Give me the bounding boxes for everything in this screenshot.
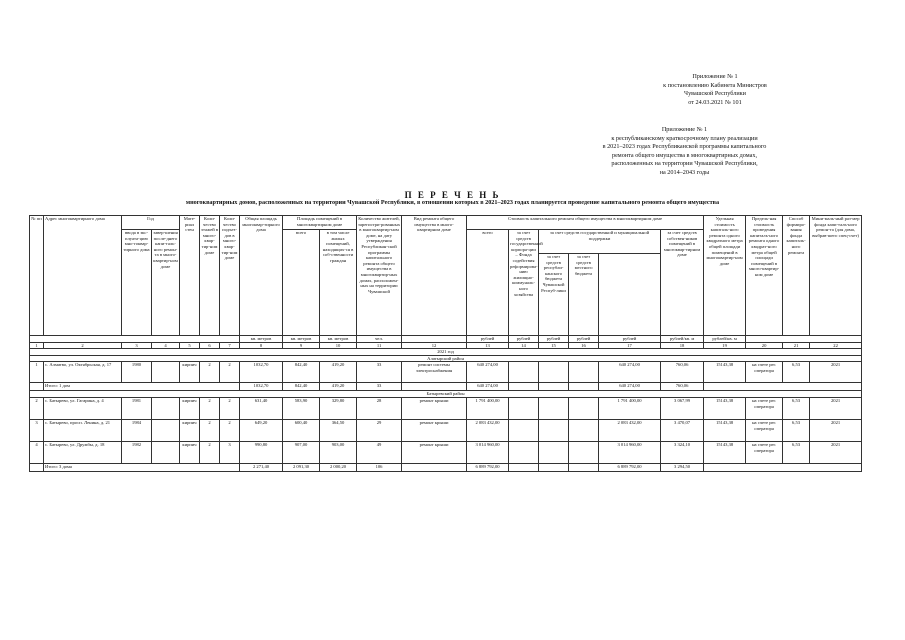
table-header (30, 216, 862, 349)
header-unit-cost: Удельная стоимость капиталь-ного ремонта одного квадратного метра общей площади помещений в многоквартир-ном доме (704, 216, 746, 336)
total-area: 1032,70 (240, 383, 283, 391)
row-unit-cost: 3 324,10 (661, 441, 704, 463)
appendix-2-line: ремонта общего имущества в многоквартирных домах, (611, 151, 758, 159)
header-min-contribution: Мини-маль-ный раз-мер фонда капи-таль-ного ремон-та (для дома, выбрав-шего спец-счет) (810, 216, 862, 336)
row-floors: 2 (200, 362, 220, 383)
row-total-area: 631,40 (240, 397, 283, 419)
appendix-2-line: расположенных на территории Чувашской Республики, (611, 160, 758, 168)
total-label: Итого: 3 дома (44, 463, 240, 471)
unit-cell: кв. метров (240, 336, 283, 343)
col-number: 6 (200, 342, 220, 349)
total-blank (539, 463, 569, 471)
row-num: 2 (30, 397, 44, 419)
col-number: 14 (509, 342, 539, 349)
table-row (30, 419, 862, 441)
col-number: 19 (704, 342, 746, 349)
row-cost-republic (539, 362, 569, 383)
register-table (29, 215, 862, 472)
header-cost-fund: за счет средств государственной корпора-ции – Фонда содействия реформирова-нию жилищно-коммуналь-ного хозяйства (509, 230, 539, 336)
unit-cell: кв. метров (283, 336, 320, 343)
header-year-built: ввода в экс-плуата-цию мно-гоквар-тирного дома (122, 230, 152, 336)
col-number: 15 (539, 342, 569, 349)
row-material: кирпич (180, 362, 200, 383)
row-floors: 2 (200, 419, 220, 441)
row-floors: 2 (200, 441, 220, 463)
document-subtitle: многоквартирных домов, расположенных на территории Чувашской Республики, в отношении которых в 2021–2023 годах планируется проведение капитального ремонта общего имущества (185, 199, 720, 206)
col-number: 7 (220, 342, 240, 349)
row-cost-owners: 1 791 400,00 (599, 397, 661, 419)
unit-cell: кв. метров (320, 336, 357, 343)
total-blank (509, 463, 539, 471)
total-row (30, 463, 862, 471)
total-num (30, 463, 44, 471)
row-cost-republic (539, 397, 569, 419)
row-unit-cost: 3 067,99 (661, 397, 704, 419)
row-cost-republic (539, 441, 569, 463)
unit-cell: рублей (569, 336, 599, 343)
unit-cell: рублей (467, 336, 509, 343)
total-blank (509, 383, 539, 391)
total-label: Итого: 1 дом (44, 383, 240, 391)
table-row (30, 397, 862, 419)
row-residents: 33 (357, 362, 402, 383)
row-entrances: 2 (220, 419, 240, 441)
total-premises: 2 091,30 (283, 463, 320, 471)
row-entrances: 2 (220, 397, 240, 419)
row-material: кирпич (180, 397, 200, 419)
row-year-repair (152, 397, 180, 419)
row-cost-owners: 2 083 432,00 (599, 419, 661, 441)
appendix-2-header (552, 126, 817, 178)
total-cost: 6 889 792,00 (467, 463, 509, 471)
year-section: 2021 год (30, 349, 862, 356)
units-blank (746, 336, 862, 343)
row-max-cost: 15143,38 (704, 362, 746, 383)
col-number: 5 (180, 342, 200, 349)
unit-cell: рублей (539, 336, 569, 343)
header-num: № пп (30, 216, 44, 336)
row-year-repair (152, 419, 180, 441)
row-residents: 28 (357, 397, 402, 419)
row-material: кирпич (180, 441, 200, 463)
col-number: 22 (810, 342, 862, 349)
col-number: 16 (569, 342, 599, 349)
appendix-2-line: на 2014–2043 годы (659, 168, 710, 176)
row-cost-local (569, 397, 599, 419)
total-owned: 419,20 (320, 383, 357, 391)
col-number: 11 (357, 342, 402, 349)
header-premises-total: всего (283, 230, 320, 336)
row-max-cost: 15143,38 (704, 397, 746, 419)
appendix-2-line: Приложение № 1 (661, 126, 708, 133)
total-residents: 106 (357, 463, 402, 471)
row-premises-total: 907,00 (283, 441, 320, 463)
row-fund: на счете рег. оператора (746, 397, 783, 419)
row-min: 6,53 (783, 362, 810, 383)
row-unit-cost: 760,06 (661, 362, 704, 383)
total-blank (704, 383, 862, 391)
row-num: 3 (30, 419, 44, 441)
row-premises-owned: 903,00 (320, 441, 357, 463)
row-cost-owners: 3 014 960,00 (599, 441, 661, 463)
row-max-cost: 15143,38 (704, 419, 746, 441)
header-cost-owners: за счет средств собствен-ников помещений в многоквар-тирном доме (661, 230, 704, 336)
col-number: 13 (467, 342, 509, 349)
col-number: 12 (402, 342, 467, 349)
header-total-area: Общая площадь многоквар-тирного дома (240, 216, 283, 336)
total-blank (704, 463, 862, 471)
col-number: 17 (599, 342, 661, 349)
row-total-area: 1032,70 (240, 362, 283, 383)
appendix-2-line: к республиканскому краткосрочному плану реализации (611, 134, 758, 142)
header-cost-local: за счет средств местного бюджета (569, 254, 599, 336)
total-blank (402, 463, 467, 471)
table-row (30, 441, 862, 463)
table-row (30, 362, 862, 383)
row-cost-total: 1 791 400,00 (467, 397, 509, 419)
appendix-2-line: в 2021–2023 годах Республиканской программы капитального (602, 143, 767, 151)
row-cost-fund (509, 397, 539, 419)
row-repair: ремонт крыши (402, 419, 467, 441)
row-premises-owned: 329,80 (320, 397, 357, 419)
row-fund: на счете рег. оператора (746, 419, 783, 441)
col-number: 4 (152, 342, 180, 349)
row-year: 2021 (810, 397, 862, 419)
row-repair: ремонт крыши (402, 441, 467, 463)
row-max-cost: 15143,38 (704, 441, 746, 463)
row-cost-total: 2 083 432,00 (467, 419, 509, 441)
header-cost: Стоимость капитального ремонта общего имущества в многоквартирном доме (467, 216, 704, 230)
row-cost-republic (539, 419, 569, 441)
row-min: 6,53 (783, 441, 810, 463)
row-premises-owned: 419,20 (320, 362, 357, 383)
appendix-1-line: от 24.03.2021 № 101 (688, 98, 742, 106)
row-year-built: 1980 (122, 362, 152, 383)
header-year-repair: завер-шения после-днего капи-таль-ного ремон-та в много-квартир-ном доме (152, 230, 180, 336)
row-year: 2021 (810, 441, 862, 463)
total-area: 2 271,40 (240, 463, 283, 471)
header-cost-owners-sub (599, 254, 661, 336)
col-number: 1 (30, 342, 44, 349)
row-year-built: 1981 (122, 397, 152, 419)
header-cost-total: всего (467, 230, 509, 336)
col-number: 20 (746, 342, 783, 349)
district-name: Батыревский район (30, 391, 862, 398)
row-total-area: 990,80 (240, 441, 283, 463)
appendix-1-line: Чувашской Республики (684, 90, 746, 98)
total-num (30, 383, 44, 391)
row-cost-local (569, 419, 599, 441)
total-owners: 640 274,00 (599, 383, 661, 391)
total-owners: 6 889 792,00 (599, 463, 661, 471)
col-number: 9 (283, 342, 320, 349)
row-repair: ремонт системы электроснабжения (402, 362, 467, 383)
total-blank (569, 463, 599, 471)
row-min: 6,53 (783, 397, 810, 419)
unit-cell: рублей/кв. м (661, 336, 704, 343)
total-row (30, 383, 862, 391)
total-premises: 842,40 (283, 383, 320, 391)
row-total-area: 649,20 (240, 419, 283, 441)
row-premises-total: 600,40 (283, 419, 320, 441)
row-min: 6,53 (783, 419, 810, 441)
header-year: Год (122, 216, 180, 230)
row-address: с. Батырево, просп. Ленина, д. 21 (44, 419, 122, 441)
units-blank (30, 336, 240, 343)
total-cost: 640 274,00 (467, 383, 509, 391)
row-fund: на счете рег. оператора (746, 441, 783, 463)
col-number: 3 (122, 342, 152, 349)
row-premises-total: 842,40 (283, 362, 320, 383)
col-number: 18 (661, 342, 704, 349)
header-fund-method: Способ формиро-вания фонда капиталь-ного ремонта (783, 216, 810, 336)
header-cost-republic: за счет средств республи-канского бюджета Чувашской Респуб-лики (539, 254, 569, 336)
row-year-repair (152, 441, 180, 463)
unit-cell: рублей (599, 336, 661, 343)
row-year-built: 1982 (122, 441, 152, 463)
row-premises-total: 583,90 (283, 397, 320, 419)
col-number: 10 (320, 342, 357, 349)
row-cost-owners: 640 274,00 (599, 362, 661, 383)
unit-cell (402, 336, 467, 343)
row-unit-cost: 3 470,07 (661, 419, 704, 441)
unit-cell: рублей/кв. м (704, 336, 746, 343)
col-number: 21 (783, 342, 810, 349)
row-cost-total: 640 274,00 (467, 362, 509, 383)
header-premises-owned: в том числе жилых помещений, находящих-ся в соб-ственности граждан (320, 230, 357, 336)
total-blank (539, 383, 569, 391)
appendix-1-line: Приложение № 1 (692, 73, 738, 80)
appendix-1-header (625, 73, 805, 107)
total-unit-cost: 3 294,50 (661, 463, 704, 471)
row-year-built: 1984 (122, 419, 152, 441)
row-address: с. Батырево, ул. Дружбы, д. 18 (44, 441, 122, 463)
row-year-repair (152, 362, 180, 383)
header-max-cost: Предель-ная стоимость проведения капиталь-ного ремонта одного квадрат-ного метра общей площади помещений в много-квартир-ном доме (746, 216, 783, 336)
district-name: Алатырский район (30, 355, 862, 362)
col-number: 2 (44, 342, 122, 349)
row-num: 1 (30, 362, 44, 383)
row-year: 2021 (810, 419, 862, 441)
header-cost-state: за счет средств государственной и муниципальной поддержки (539, 230, 661, 254)
header-entrances: Коли-чество подъез-дов в много-квар-тир-ном доме (220, 216, 240, 336)
document-title: П Е Р Е Ч Е Н Ь (404, 190, 501, 200)
total-owned: 2 000,20 (320, 463, 357, 471)
header-floors: Коли-чество этажей в много-квар-тир-ном доме (200, 216, 220, 336)
header-residents: Количество жителей, зарегистри-рованных в многоквартир-ном доме, на дату утверждения Республикан-ской программы капитального ремонта общего имущества в многоквартир-ных домах, расположен-ных на территории Чувашской (357, 216, 402, 336)
total-residents: 33 (357, 383, 402, 391)
header-wall-material: Мате-риал стен (180, 216, 200, 336)
row-cost-fund (509, 441, 539, 463)
unit-cell: чел. (357, 336, 402, 343)
row-cost-fund (509, 362, 539, 383)
row-address: с. Батырево, ул. Гагарина, д. 4 (44, 397, 122, 419)
row-year: 2021 (810, 362, 862, 383)
total-blank (402, 383, 467, 391)
row-residents: 49 (357, 441, 402, 463)
total-unit-cost: 760,06 (661, 383, 704, 391)
row-entrances: 2 (220, 362, 240, 383)
appendix-1-line: к постановлению Кабинета Министров (663, 81, 767, 89)
header-repair-type: Вид ремонта общего имущества в много-квартирном доме (402, 216, 467, 336)
row-fund: на счете рег. оператора (746, 362, 783, 383)
table-body (30, 349, 862, 472)
row-address: с. Алматво, ул. Октябрьская, д. 17 (44, 362, 122, 383)
row-repair: ремонт крыши (402, 397, 467, 419)
row-num: 4 (30, 441, 44, 463)
row-premises-owned: 364,50 (320, 419, 357, 441)
row-cost-local (569, 441, 599, 463)
row-entrances: 3 (220, 441, 240, 463)
row-floors: 2 (200, 397, 220, 419)
row-cost-total: 3 014 960,00 (467, 441, 509, 463)
col-number: 8 (240, 342, 283, 349)
row-cost-local (569, 362, 599, 383)
header-address: Адрес многоквартирного дома (44, 216, 122, 336)
row-material: кирпич (180, 419, 200, 441)
row-residents: 29 (357, 419, 402, 441)
header-premises-area: Площадь помещений в многоквартирном доме (283, 216, 357, 230)
total-blank (569, 383, 599, 391)
row-cost-fund (509, 419, 539, 441)
unit-cell: рублей (509, 336, 539, 343)
